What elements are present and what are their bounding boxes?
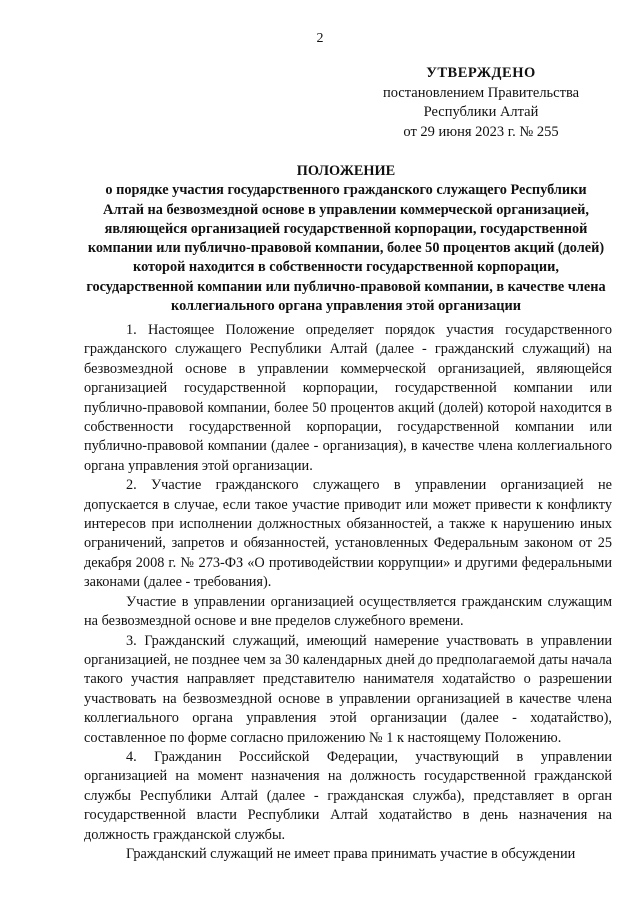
approval-stamp: [376, 64, 586, 142]
paragraph-4-continued: Гражданский служащий не имеет права принимать участие в обсуждении: [126, 845, 576, 862]
approval-line: от 29 июня 2023 г. № 255: [403, 123, 559, 140]
paragraph-1: 1. Настоящее Положение определяет порядок участия государственного гражданского служащего Республики Алтай (далее - гражданский служащий) на безвозмездной основе в управлении коммерческой организацией, являющейся организацией государственной корпорации, государственной компании или публично-правовой компании, более 50 процентов акций (долей) которой находится в собственности государственной корпорации, государственной компании или публично-правовой компании (далее - организация), в качестве члена коллегиального органа управления этой организации.: [84, 322, 612, 474]
paragraph-2: 2. Участие гражданского служащего в управлении организацией не допускается в случае, если такое участие приводит или может привести к конфликту интересов при исполнении должностных обязанностей, а также к нарушению иных ограничений, запретов и обязанностей, установленных Федеральным законом от 25 декабря 2008 г. № 273-ФЗ «О противодействии коррупции» и другими федеральными законами (далее - требования).: [84, 477, 612, 591]
approval-line: постановлением Правительства: [382, 84, 580, 101]
title-main: ПОЛОЖЕНИЕ: [296, 163, 396, 179]
document-title: [84, 162, 608, 316]
page-number: 2: [316, 31, 324, 46]
approval-heading: УТВЕРЖДЕНО: [426, 65, 536, 81]
paragraph-3: 3. Гражданский служащий, имеющий намерение участвовать в управлении организацией, не позднее чем за 30 календарных дней до предполагаемой даты начала такого участия направляет представителю нанимателя ходатайство о разрешении участвовать на безвозмездной основе в управлении организацией в качестве члена коллегиального органа управления этой организации (далее - ходатайство), составленное по форме согласно приложению № 1 к настоящему Положению.: [84, 632, 612, 746]
document-body: [84, 321, 612, 864]
approval-line: Республики Алтай: [423, 104, 539, 120]
paragraph-4: 4. Гражданин Российской Федерации, участвующий в управлении организацией на момент назначения на должность государственной гражданской службы Республики Алтай (далее - гражданская служба), представляет в орган государственной власти Республики Алтай ходатайство в день назначения на должность гражданской службы.: [84, 748, 612, 843]
title-subtitle: о порядке участия государственного гражданского служащего Республики Алтай на безвозмездной основе в управлении коммерческой организацией, являющейся организацией государственной корпорации, государственной компании или публично-правовой компании, более 50 процентов акций (долей) которой находится в собственности государственной корпорации, государственной компании или публично-правовой компании, в качестве члена коллегиального органа управления этой организации: [86, 182, 606, 315]
paragraph-2-continued: Участие в управлении организацией осуществляется гражданским служащим на безвозмездной основе и вне пределов служебного времени.: [84, 593, 612, 630]
